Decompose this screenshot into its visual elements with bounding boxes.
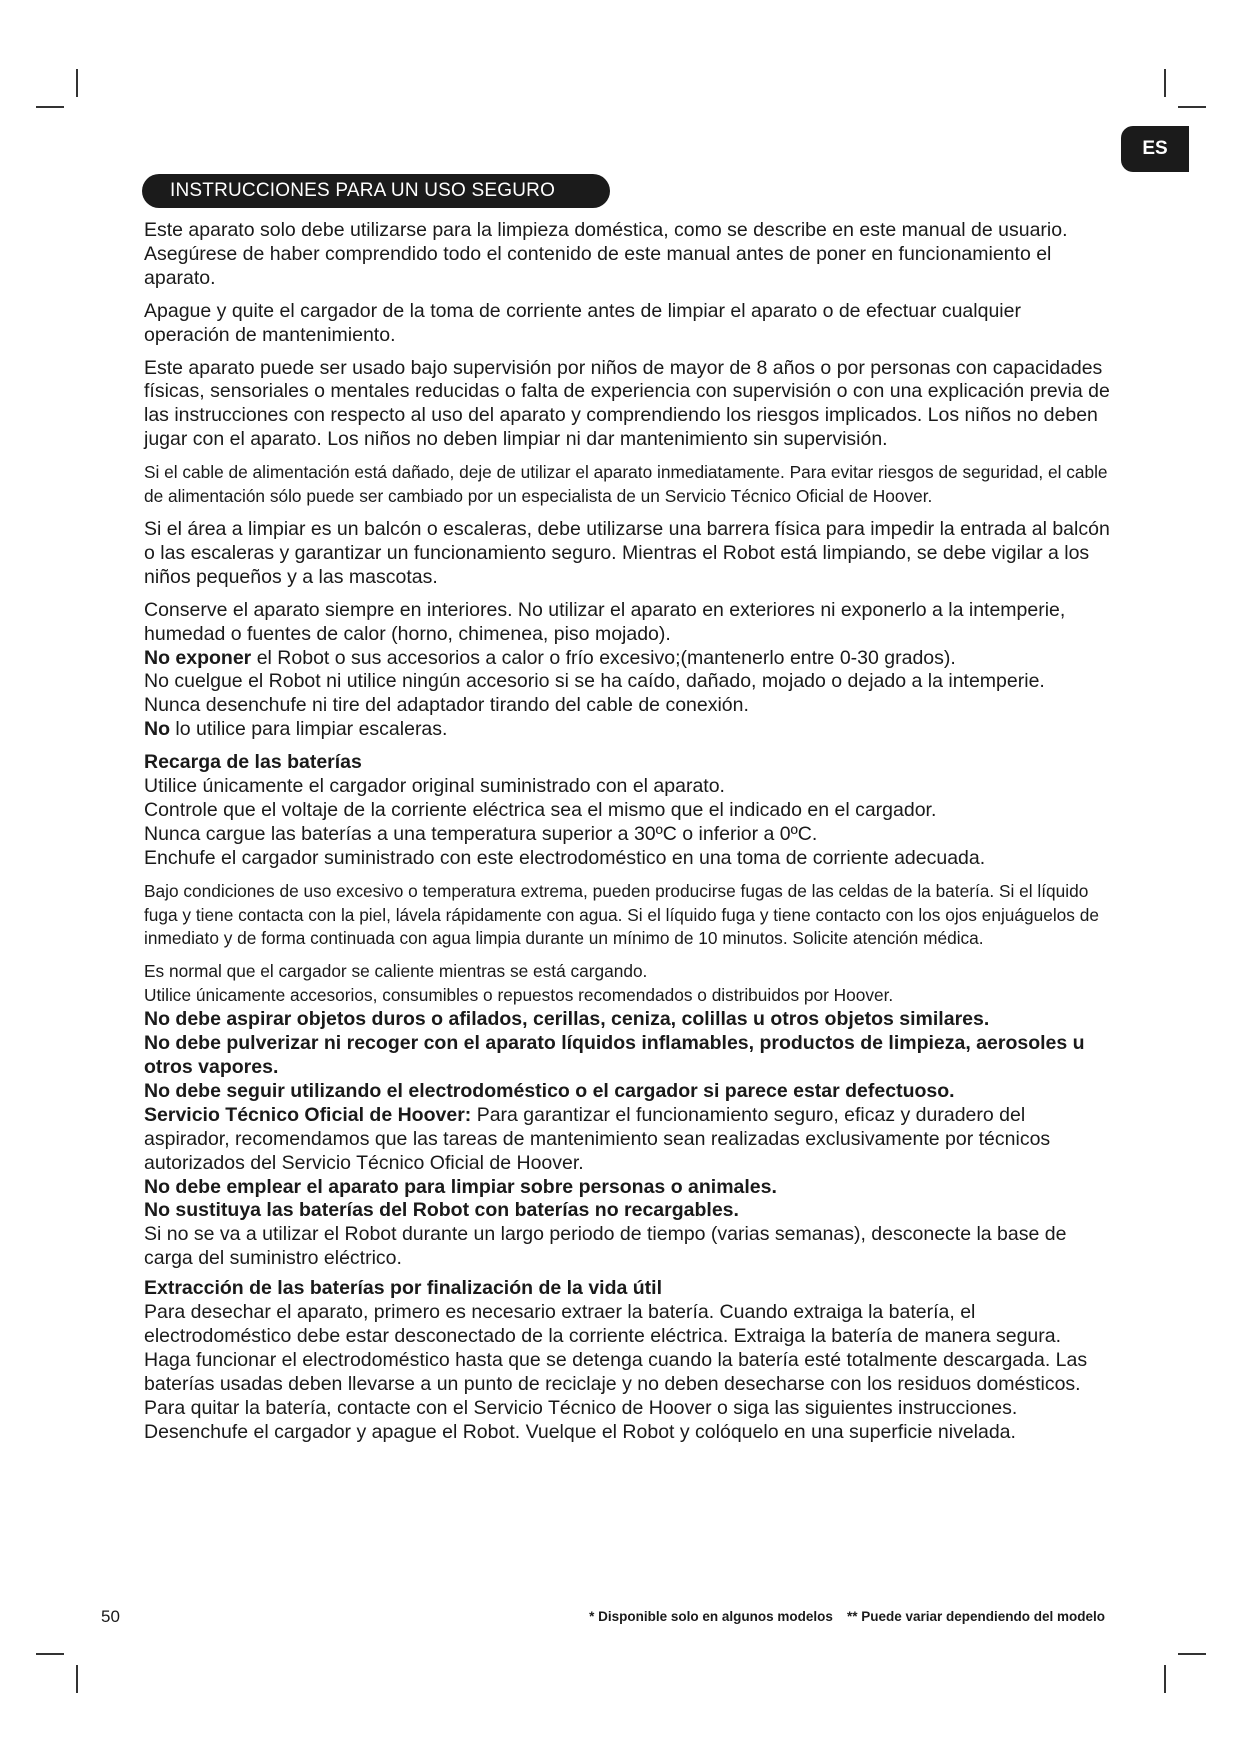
section-title: INSTRUCCIONES PARA UN USO SEGURO: [142, 174, 610, 208]
temperature-line: Nunca cargue las baterías a una temperatura superior a 30ºC o inferior a 0ºC.: [144, 822, 818, 845]
paragraph-supervision: Este aparato puede ser usado bajo supervisión por niños de mayor de 8 años o por personas con capacidades físicas, sensoriales o mentales reducidas o falta de experiencia con supervisión o con una explicación previa de las instrucciones con respecto al uso del aparato y comprendiendo los riesgos implicados. Los niños no deben jugar con el aparato. Los niños no deben limpiar ni dar mantenimiento sin supervisión.: [144, 356, 1110, 451]
crop-mark-top-right-h: [1178, 106, 1206, 108]
charger-warm-line: Es normal que el cargador se caliente mientras se está cargando.: [144, 961, 648, 982]
page-number: 50: [101, 1607, 120, 1626]
battery-removal-heading: Extracción de las baterías por finalización de la vida útil: [144, 1277, 662, 1300]
unplug-line: Nunca desenchufe ni tire del adaptador tirando del cable de conexión.: [144, 694, 749, 717]
language-tab: ES: [1121, 126, 1189, 172]
section-battery-removal: [144, 1277, 1110, 1444]
accessories-line: Utilice únicamente accesorios, consumibles o repuestos recomendados o distribuidos por Hoover.: [144, 985, 894, 1006]
paragraph-leak: Bajo condiciones de uso excesivo o temperatura extrema, pueden producirse fugas de las celdas de la batería. Si el líquido fuga y tiene contacta con la piel, lávela rápidamente con agua. Si el líquido fuga y tiene contacto con los ojos enjuáguelos de inmediato y de forma continuada con agua limpia durante un mínimo de 10 minutos. Solicite atención médica.: [144, 880, 1099, 949]
long-period-line: Si no se va a utilizar el Robot durante un largo periodo de tiempo (varias semanas), desconecte la base de carga del suministro eléctrico.: [144, 1223, 1067, 1270]
no-bold: No: [144, 718, 170, 741]
paragraph-cable: Si el cable de alimentación está dañado, deje de utilizar el aparato inmediatamente. Para evitar riesgos de seguridad, el cable de alimentación sólo puede ser cambiado por un especialista de un Servicio Técnico Oficial de Hoover.: [144, 462, 1108, 507]
plug-charger-line: Enchufe el cargador suministrado con este electrodoméstico en una toma de corriente adecuada.: [144, 846, 986, 869]
footnote-availability: * Disponible solo en algunos modelos: [589, 1609, 833, 1624]
paragraph-usage: Este aparato solo debe utilizarse para la limpieza doméstica, como se describe en este manual de usuario. Asegúrese de haber comprendido todo el contenido de este manual antes de poner en funcionamiento el aparato.: [144, 219, 1068, 289]
no-expose-text: el Robot o sus accesorios a calor o frío excesivo;(mantenerlo entre 0-30 grados).: [251, 646, 956, 669]
crop-mark-bottom-right-h: [1178, 1653, 1206, 1655]
no-flammable-line: No debe pulverizar ni recoger con el aparato líquidos inflamables, productos de limpieza, aerosoles u otros vapores.: [144, 1032, 1085, 1078]
service-text: Para garantizar el funcionamiento seguro, eficaz y duradero del aspirador, recomendamos que las tareas de mantenimiento sean realizadas exclusivamente por técnicos autorizados del Servicio Técnico Oficial de Hoover.: [144, 1103, 1051, 1174]
paragraph-unplug: Apague y quite el cargador de la toma de corriente antes de limpiar el aparato o de efectuar cualquier operación de mantenimiento.: [144, 299, 1021, 346]
no-hang-line: No cuelgue el Robot ni utilice ningún accesorio si se ha caído, dañado, mojado o dejado a la intemperie.: [144, 670, 1045, 693]
crop-mark-bottom-left-h: [36, 1653, 64, 1655]
crop-mark-top-left-v: [76, 69, 78, 97]
no-expose-bold: No exponer: [144, 646, 252, 669]
paragraph-balcony: Si el área a limpiar es un balcón o escaleras, debe utilizarse una barrera física para impedir la entrada al balcón o las escaleras y garantizar un funcionamiento seguro. Mientras el Robot está limpiando, se debe vigilar a los niños pequeños y a las mascotas.: [144, 517, 1110, 588]
crop-mark-bottom-right-v: [1164, 1665, 1166, 1693]
footnotes: [589, 1609, 1105, 1624]
no-replace-batteries-line: No sustituya las baterías del Robot con baterías no recargables.: [144, 1199, 739, 1222]
no-hard-objects-line: No debe aspirar objetos duros o afilados, cerillas, ceniza, colillas u otros objetos similares.: [144, 1008, 990, 1031]
section-battery-charge: [144, 751, 1110, 871]
footnote-variation: ** Puede variar dependiendo del modelo: [846, 1609, 1105, 1624]
indoor-line: Conserve el aparato siempre en interiores. No utilizar el aparato en exteriores ni exponerlo a la intemperie, humedad o fuentes de calor (horno, chimenea, piso mojado).: [144, 598, 1066, 645]
battery-charge-heading: Recarga de las baterías: [144, 751, 362, 774]
charger-original-line: Utilice únicamente el cargador original suministrado con el aparato.: [144, 775, 725, 798]
crop-mark-top-right-v: [1164, 69, 1166, 97]
battery-removal-last: Desenchufe el cargador y apague el Robot. Vuelque el Robot y colóquelo en una superficie nivelada.: [144, 1420, 1016, 1443]
defective-line: No debe seguir utilizando el electrodoméstico o el cargador si parece estar defectuoso.: [144, 1079, 955, 1102]
paragraph-misc: [144, 960, 1110, 1271]
voltage-line: Controle que el voltaje de la corriente eléctrica sea el mismo que el indicado en el cargador.: [144, 798, 937, 821]
stairs-text: lo utilice para limpiar escaleras.: [170, 718, 448, 741]
main-content: [144, 219, 1110, 1454]
crop-mark-bottom-left-v: [76, 1665, 78, 1693]
battery-removal-body: Para desechar el aparato, primero es necesario extraer la batería. Cuando extraiga la batería, el electrodoméstico debe estar desconectado de la corriente eléctrica. Extraiga la batería de manera segura. Haga funcionar el electrodoméstico hasta que se detenga cuando la batería esté totalmente descargada. Las baterías usadas deben llevarse a un punto de reciclaje y no deben desecharse con los residuos domésticos. Para quitar la batería, contacte con el Servicio Técnico de Hoover o siga las siguientes instrucciones.: [144, 1301, 1088, 1419]
no-people-animals-line: No debe emplear el aparato para limpiar sobre personas o animales.: [144, 1175, 777, 1198]
service-bold: Servicio Técnico Oficial de Hoover:: [144, 1103, 472, 1126]
paragraph-indoor: [144, 599, 1110, 742]
crop-mark-top-left-h: [36, 106, 64, 108]
